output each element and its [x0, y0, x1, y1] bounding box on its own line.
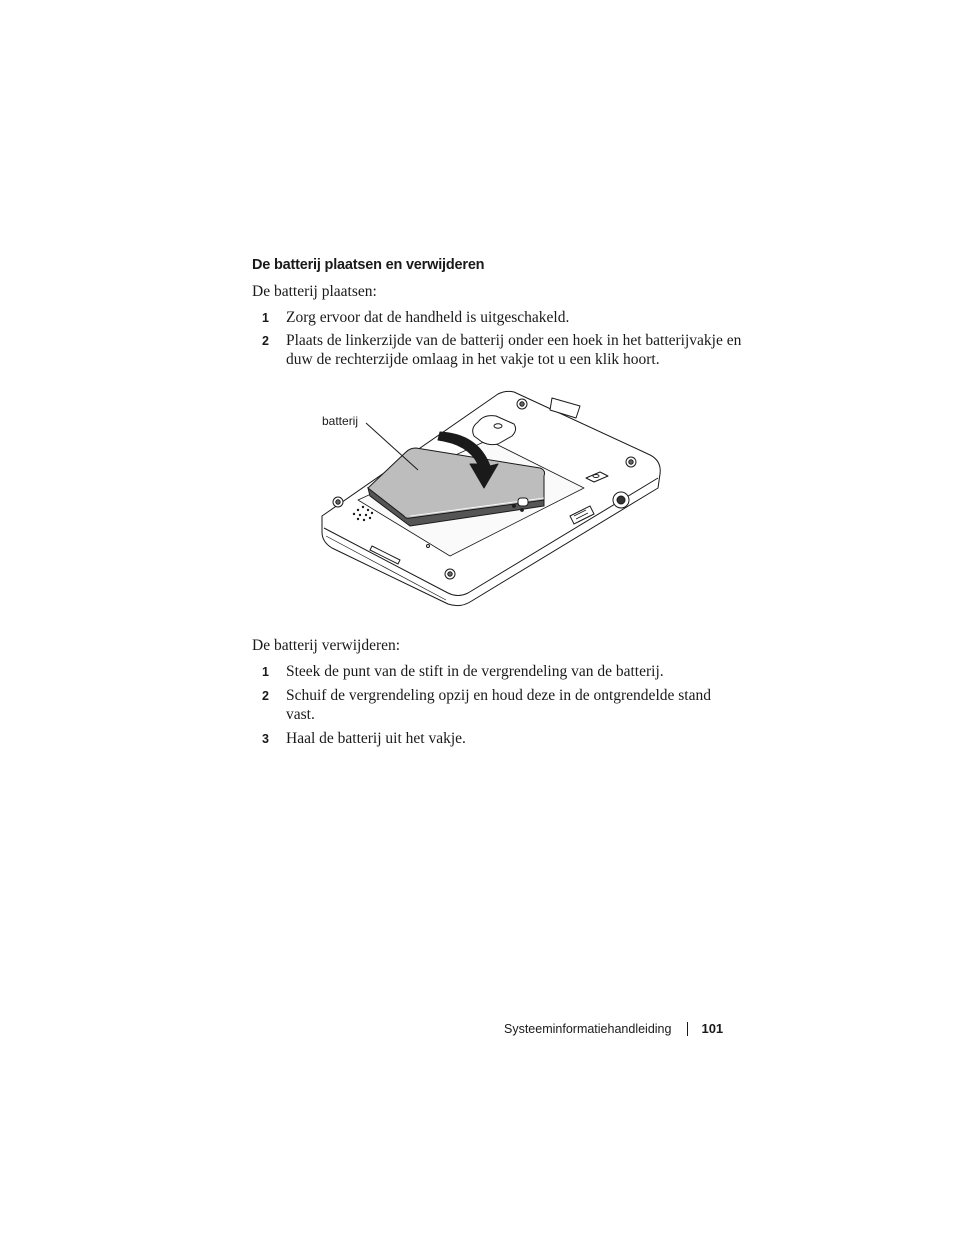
step-text: Haal de batterij uit het vakje.	[286, 730, 466, 747]
install-step	[262, 331, 742, 369]
step-number: 2	[262, 334, 269, 348]
install-step	[262, 308, 742, 327]
page-footer	[504, 1021, 726, 1036]
step-number: 1	[262, 311, 269, 325]
footer-divider	[687, 1022, 688, 1036]
install-intro: De batterij plaatsen:	[252, 283, 377, 300]
battery-installation-illustration	[318, 388, 668, 613]
step-text: Steek de punt van de stift in de vergrendeling van de batterij.	[286, 663, 664, 680]
remove-step	[262, 686, 742, 724]
step-number: 2	[262, 689, 269, 703]
page-number: 101	[701, 1021, 724, 1036]
remove-step	[262, 662, 742, 681]
battery-callout-label: batterij	[322, 414, 359, 428]
footer-guide-title: Systeeminformatiehandleiding	[504, 1021, 672, 1036]
step-number: 1	[262, 665, 269, 679]
step-text: Zorg ervoor dat de handheld is uitgeschakeld.	[286, 309, 570, 326]
remove-step	[262, 729, 742, 748]
step-text: Plaats de linkerzijde van de batterij onder een hoek in het batterijvakje en duw de rechterzijde omlaag in het vakje tot u een klik hoort.	[286, 332, 742, 368]
remove-intro: De batterij verwijderen:	[252, 637, 401, 654]
step-text: Schuif de vergrendeling opzij en houd deze in de ontgrendelde stand vast.	[286, 687, 711, 723]
step-number: 3	[262, 732, 269, 746]
section-heading: De batterij plaatsen en verwijderen	[252, 257, 485, 273]
